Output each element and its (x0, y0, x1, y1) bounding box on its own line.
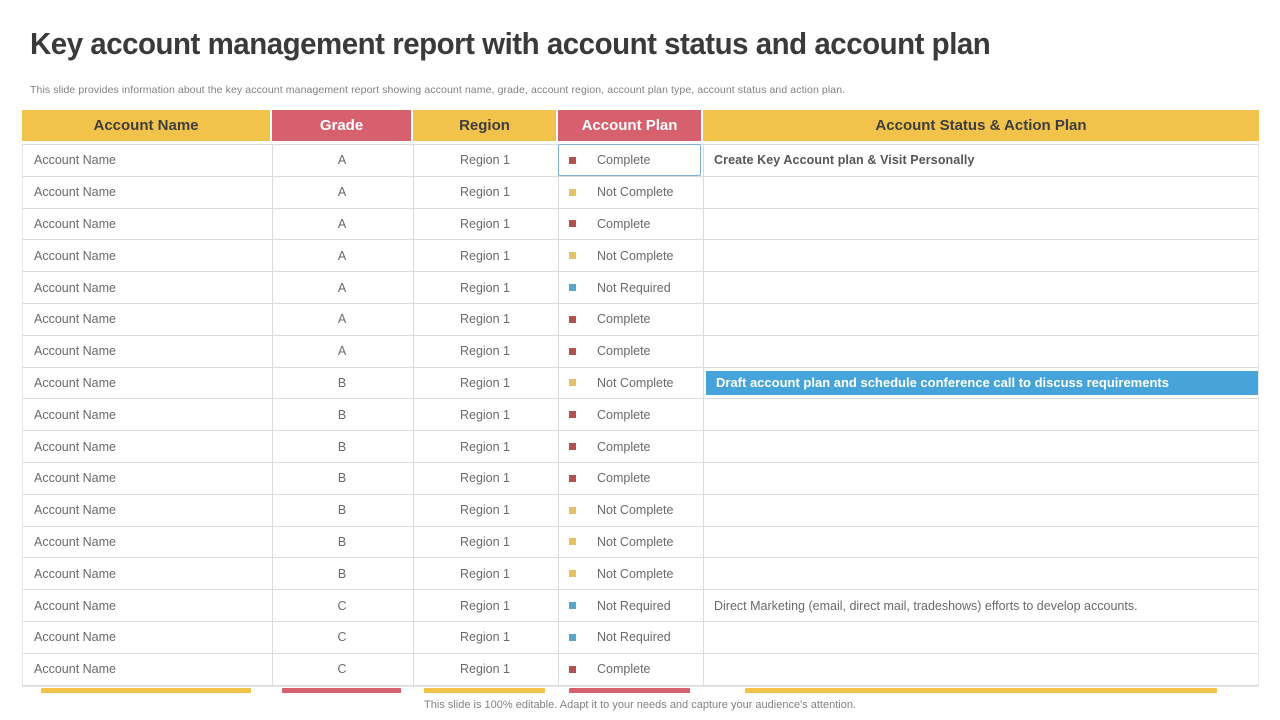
column-header-region[interactable]: Region (413, 110, 556, 141)
table-row (23, 654, 1258, 686)
region-cell[interactable] (413, 336, 556, 367)
account-plan-cell[interactable] (558, 463, 701, 494)
table-row (23, 590, 1258, 622)
region-cell[interactable] (413, 527, 556, 558)
table-row (23, 177, 1258, 209)
account-name-text: Account Name (34, 407, 116, 422)
plan-status-bullet-icon (569, 602, 576, 609)
grade-cell[interactable] (272, 177, 411, 208)
region-text: Region 1 (459, 312, 511, 327)
grade-cell[interactable] (272, 590, 411, 621)
clipped-header-bar (569, 688, 691, 693)
account-name-cell[interactable] (23, 622, 270, 653)
account-name-text: Account Name (34, 598, 116, 613)
grade-text: A (337, 280, 347, 295)
grade-text: B (337, 503, 347, 518)
account-plan-cell[interactable] (558, 590, 701, 621)
region-cell[interactable] (413, 463, 556, 494)
grade-text: C (337, 630, 347, 645)
region-text: Region 1 (459, 407, 511, 422)
grade-cell[interactable] (272, 368, 411, 399)
account-report-table (22, 110, 1259, 693)
status-action-cell[interactable] (703, 368, 1258, 399)
status-action-cell[interactable] (703, 495, 1258, 526)
plan-status-bullet-icon (569, 475, 576, 482)
grade-cell[interactable] (272, 272, 411, 303)
plan-status-bullet-icon (569, 220, 576, 227)
table-row (23, 495, 1258, 527)
region-text: Region 1 (459, 566, 511, 581)
plan-status-bullet-icon (569, 570, 576, 577)
region-text: Region 1 (459, 153, 511, 168)
region-cell[interactable] (413, 368, 556, 399)
plan-status-bullet-icon (569, 189, 576, 196)
column-header-account-name[interactable]: Account Name (22, 110, 270, 141)
account-name-text: Account Name (34, 153, 116, 168)
account-name-text: Account Name (34, 185, 116, 200)
plan-status-bullet-icon (569, 507, 576, 514)
account-plan-cell[interactable] (558, 431, 701, 462)
plan-status-bullet-icon (569, 348, 576, 355)
clipped-header-bar (41, 688, 252, 693)
plan-status-text: Complete (597, 216, 651, 231)
account-plan-cell[interactable] (558, 527, 701, 558)
status-action-cell[interactable] (703, 590, 1258, 621)
account-plan-cell[interactable] (558, 368, 701, 399)
account-plan-cell[interactable] (558, 240, 701, 271)
grade-cell[interactable] (272, 495, 411, 526)
account-plan-cell[interactable] (558, 272, 701, 303)
clipped-header-bar (282, 688, 400, 693)
plan-status-text: Not Complete (597, 566, 674, 581)
table-row (23, 304, 1258, 336)
status-action-cell[interactable] (703, 399, 1258, 430)
plan-status-bullet-icon (569, 666, 576, 673)
grade-cell[interactable] (272, 622, 411, 653)
account-name-cell[interactable] (23, 495, 270, 526)
table-row (23, 622, 1258, 654)
status-action-cell[interactable] (703, 654, 1258, 685)
column-header-account-status-action-plan[interactable]: Account Status & Action Plan (703, 110, 1259, 141)
account-name-cell[interactable] (23, 145, 270, 176)
table-row (23, 368, 1258, 400)
status-action-cell[interactable] (703, 622, 1258, 653)
grade-text: B (337, 471, 347, 486)
account-name-cell[interactable] (23, 272, 270, 303)
account-name-cell[interactable] (23, 240, 270, 271)
status-action-cell[interactable] (703, 558, 1258, 589)
region-cell[interactable] (413, 272, 556, 303)
account-plan-cell[interactable] (558, 558, 701, 589)
clipped-header-bar (745, 688, 1218, 693)
account-name-text: Account Name (34, 534, 116, 549)
region-cell[interactable] (413, 399, 556, 430)
region-text: Region 1 (459, 439, 511, 454)
region-cell[interactable] (413, 145, 556, 176)
table-row (23, 558, 1258, 590)
grade-cell[interactable] (272, 463, 411, 494)
slide-subtitle[interactable]: This slide provides information about the key account management report showing account name, grade, account region, account plan type, account status and action plan. (30, 84, 846, 96)
account-name-text: Account Name (34, 280, 116, 295)
region-text: Region 1 (459, 503, 511, 518)
account-name-cell[interactable] (23, 590, 270, 621)
account-name-text: Account Name (34, 439, 116, 454)
table-body (22, 144, 1259, 687)
region-text: Region 1 (459, 630, 511, 645)
grade-cell[interactable] (272, 304, 411, 335)
grade-cell[interactable] (272, 209, 411, 240)
status-action-text: Direct Marketing (email, direct mail, tradeshows) efforts to develop accounts. (714, 598, 1138, 613)
region-cell[interactable] (413, 495, 556, 526)
account-name-text: Account Name (34, 471, 116, 486)
grade-text: C (337, 598, 347, 613)
region-cell[interactable] (413, 558, 556, 589)
status-action-cell[interactable] (703, 431, 1258, 462)
region-text: Region 1 (459, 534, 511, 549)
plan-status-text: Complete (597, 471, 651, 486)
region-text: Region 1 (459, 662, 511, 677)
account-name-cell[interactable] (23, 399, 270, 430)
status-action-cell[interactable] (703, 272, 1258, 303)
status-action-cell[interactable] (703, 336, 1258, 367)
table-row (23, 240, 1258, 272)
account-name-cell[interactable] (23, 177, 270, 208)
plan-status-text: Not Complete (597, 248, 674, 263)
grade-text: A (337, 216, 347, 231)
clipped-header-bar (424, 688, 546, 693)
plan-status-bullet-icon (569, 284, 576, 291)
plan-status-bullet-icon (569, 443, 576, 450)
region-cell[interactable] (413, 654, 556, 685)
status-action-text: Draft account plan and schedule conference call to discuss requirements (706, 371, 1258, 396)
account-name-text: Account Name (34, 375, 116, 390)
column-header-grade[interactable]: Grade (272, 110, 411, 141)
account-plan-cell[interactable] (558, 145, 701, 176)
plan-status-text: Complete (597, 153, 651, 168)
plan-status-text: Complete (597, 662, 651, 677)
account-name-text: Account Name (34, 344, 116, 359)
region-text: Region 1 (459, 471, 511, 486)
account-plan-cell[interactable] (558, 177, 701, 208)
status-action-cell[interactable] (703, 463, 1258, 494)
table-row (23, 145, 1258, 177)
region-text: Region 1 (459, 248, 511, 263)
account-name-text: Account Name (34, 216, 116, 231)
account-name-text: Account Name (34, 312, 116, 327)
status-action-cell[interactable] (703, 209, 1258, 240)
status-action-cell[interactable] (703, 177, 1258, 208)
plan-status-bullet-icon (569, 252, 576, 259)
account-name-cell[interactable] (23, 654, 270, 685)
table-row (23, 527, 1258, 559)
grade-cell[interactable] (272, 336, 411, 367)
plan-status-bullet-icon (569, 316, 576, 323)
account-name-cell[interactable] (23, 368, 270, 399)
table-row (23, 336, 1258, 368)
plan-status-text: Not Required (597, 630, 671, 645)
plan-status-bullet-icon (569, 157, 576, 164)
account-name-cell[interactable] (23, 209, 270, 240)
grade-text: A (337, 312, 347, 327)
account-name-text: Account Name (34, 248, 116, 263)
region-cell[interactable] (413, 240, 556, 271)
plan-status-bullet-icon (569, 634, 576, 641)
grade-cell[interactable] (272, 145, 411, 176)
region-cell[interactable] (413, 622, 556, 653)
plan-status-text: Not Complete (597, 534, 674, 549)
region-text: Region 1 (459, 598, 511, 613)
grade-text: A (337, 248, 347, 263)
plan-status-text: Complete (597, 344, 651, 359)
grade-text: B (337, 439, 347, 454)
grade-text: B (337, 407, 347, 422)
status-action-cell[interactable] (703, 145, 1258, 176)
grade-cell[interactable] (272, 240, 411, 271)
table-row (23, 209, 1258, 241)
account-name-cell[interactable] (23, 431, 270, 462)
account-name-cell[interactable] (23, 336, 270, 367)
region-text: Region 1 (459, 344, 511, 359)
grade-text: A (337, 153, 347, 168)
account-name-cell[interactable] (23, 527, 270, 558)
account-name-cell[interactable] (23, 304, 270, 335)
account-name-text: Account Name (34, 503, 116, 518)
region-cell[interactable] (413, 431, 556, 462)
account-plan-cell[interactable] (558, 336, 701, 367)
region-text: Region 1 (459, 216, 511, 231)
plan-status-bullet-icon (569, 538, 576, 545)
account-name-cell[interactable] (23, 558, 270, 589)
plan-status-text: Not Required (597, 280, 671, 295)
plan-status-text: Complete (597, 312, 651, 327)
grade-text: B (337, 566, 347, 581)
account-name-text: Account Name (34, 662, 116, 677)
plan-status-text: Complete (597, 439, 651, 454)
clipped-next-header-row (22, 688, 1259, 693)
plan-status-text: Not Complete (597, 375, 674, 390)
account-plan-cell[interactable] (558, 209, 701, 240)
account-plan-cell[interactable] (558, 495, 701, 526)
grade-cell[interactable] (272, 654, 411, 685)
plan-status-bullet-icon (569, 379, 576, 386)
region-cell[interactable] (413, 590, 556, 621)
plan-status-text: Not Complete (597, 503, 674, 518)
grade-cell[interactable] (272, 431, 411, 462)
account-name-cell[interactable] (23, 463, 270, 494)
region-text: Region 1 (459, 185, 511, 200)
account-plan-cell[interactable] (558, 304, 701, 335)
grade-text: C (337, 662, 347, 677)
table-row (23, 463, 1258, 495)
region-cell[interactable] (413, 209, 556, 240)
account-plan-cell[interactable] (558, 654, 701, 685)
account-plan-cell[interactable] (558, 622, 701, 653)
grade-text: A (337, 344, 347, 359)
grade-text: B (337, 534, 347, 549)
plan-status-text: Not Complete (597, 185, 674, 200)
region-cell[interactable] (413, 304, 556, 335)
region-text: Region 1 (459, 375, 511, 390)
plan-status-bullet-icon (569, 411, 576, 418)
grade-cell[interactable] (272, 399, 411, 430)
grade-text: A (337, 185, 347, 200)
status-action-text: Create Key Account plan & Visit Personally (714, 153, 975, 168)
slide-title[interactable]: Key account management report with account status and account plan (30, 26, 991, 61)
account-plan-cell[interactable] (558, 399, 701, 430)
account-name-text: Account Name (34, 566, 116, 581)
status-action-cell[interactable] (703, 304, 1258, 335)
plan-status-text: Not Required (597, 598, 671, 613)
plan-status-text: Complete (597, 407, 651, 422)
status-action-cell[interactable] (703, 527, 1258, 558)
table-row (23, 272, 1258, 304)
region-text: Region 1 (459, 280, 511, 295)
slide-footer-note: This slide is 100% editable. Adapt it to your needs and capture your audience's attention. (424, 699, 856, 711)
account-name-text: Account Name (34, 630, 116, 645)
table-header-row (22, 110, 1259, 141)
grade-cell[interactable] (272, 527, 411, 558)
grade-text: B (337, 375, 347, 390)
table-row (23, 399, 1258, 431)
grade-cell[interactable] (272, 558, 411, 589)
status-action-cell[interactable] (703, 240, 1258, 271)
column-header-account-plan[interactable]: Account Plan (558, 110, 701, 141)
region-cell[interactable] (413, 177, 556, 208)
table-row (23, 431, 1258, 463)
